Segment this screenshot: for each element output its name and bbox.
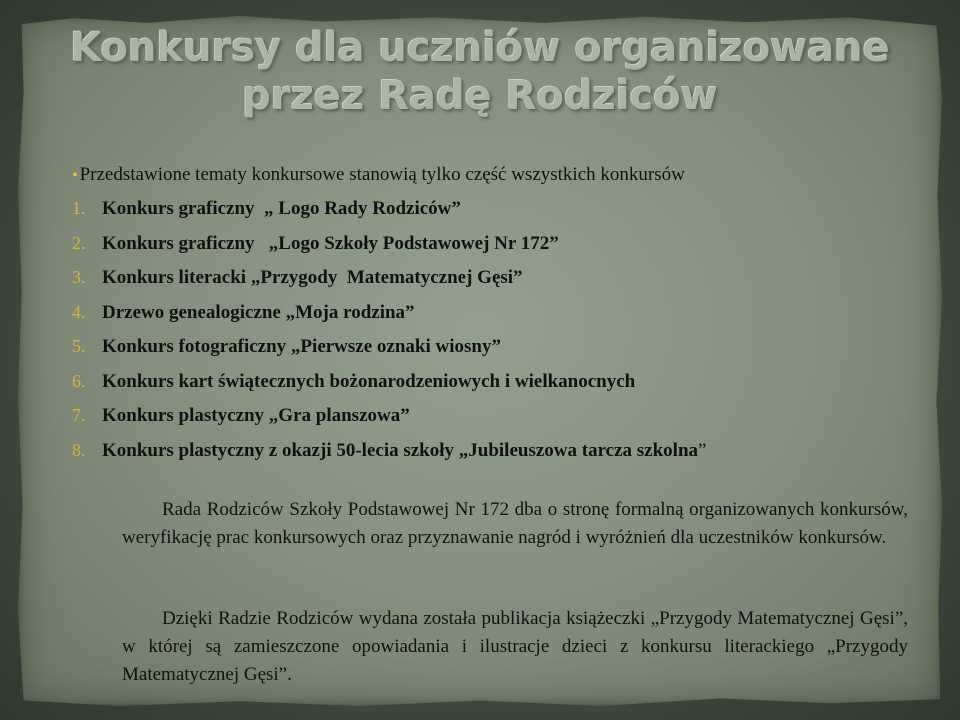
list-item-number: 8.	[72, 439, 86, 460]
list-item-text: Drzewo genealogiczne „Moja rodzina”	[102, 301, 415, 323]
list-item	[72, 405, 706, 440]
paragraph-publication: Dzięki Radzie Rodziców wydana została publikacja książeczki „Przygody Matematycznej Gęsi”, w której są zamieszczone opowiadania i ilustracje dzieci z konkursu literackiego „Przygody Matematycznej Gęsi”.	[122, 608, 908, 685]
list-item-text: Konkurs graficzny „ Logo Rady Rodziców”	[102, 198, 461, 219]
list-item	[72, 267, 706, 302]
list-item-number: 3.	[72, 267, 86, 287]
title-line-2: przez Radę Rodziców	[242, 73, 718, 119]
list-item	[72, 233, 706, 268]
title-line-1: Konkursy dla uczniów organizowane	[70, 25, 890, 71]
list-item-text: Konkurs fotograficzny „Pierwsze oznaki wiosny”	[102, 336, 501, 357]
bullet-icon: •	[72, 167, 78, 184]
list-item-text: Konkurs literacki „Przygody Matematycznej Gęsi”	[102, 267, 523, 288]
list-item-number: 1.	[72, 198, 86, 218]
intro-label: Przedstawione tematy konkursowe stanowią tylko część wszystkich konkursów	[79, 164, 685, 185]
paragraph-formal-support: Rada Rodziców Szkoły Podstawowej Nr 172 dba o stronę formalną organizowanych konkursów, weryfikację prac konkursowych oraz przyznawanie nagród i wyróżnień dla uczestników konkursów.	[122, 499, 908, 548]
list-item-text: Konkurs plastyczny „Gra planszowa”	[102, 405, 410, 426]
contest-list	[72, 198, 706, 474]
list-item-number: 6.	[72, 370, 86, 391]
list-item	[72, 336, 706, 371]
list-item-number: 7.	[72, 405, 86, 425]
list-item-number: 5.	[72, 336, 86, 356]
list-item-text: Konkurs kart świątecznych bożonarodzeniowych i wielkanocnych	[102, 370, 636, 392]
list-item	[72, 302, 706, 337]
list-item-tail: ”	[698, 439, 707, 461]
list-item	[72, 440, 706, 475]
list-item-number: 4.	[72, 301, 86, 322]
list-item	[72, 371, 706, 406]
list-item-text: Konkurs graficzny „Logo Szkoły Podstawowej Nr 172”	[102, 232, 559, 254]
list-item	[72, 198, 706, 233]
list-item-text: Konkurs plastyczny z okazji 50-lecia szkoły „Jubileuszowa tarcza szkolna	[102, 439, 699, 461]
intro-text	[72, 164, 685, 186]
slide-title	[40, 24, 920, 120]
list-item-number: 2.	[72, 232, 86, 253]
